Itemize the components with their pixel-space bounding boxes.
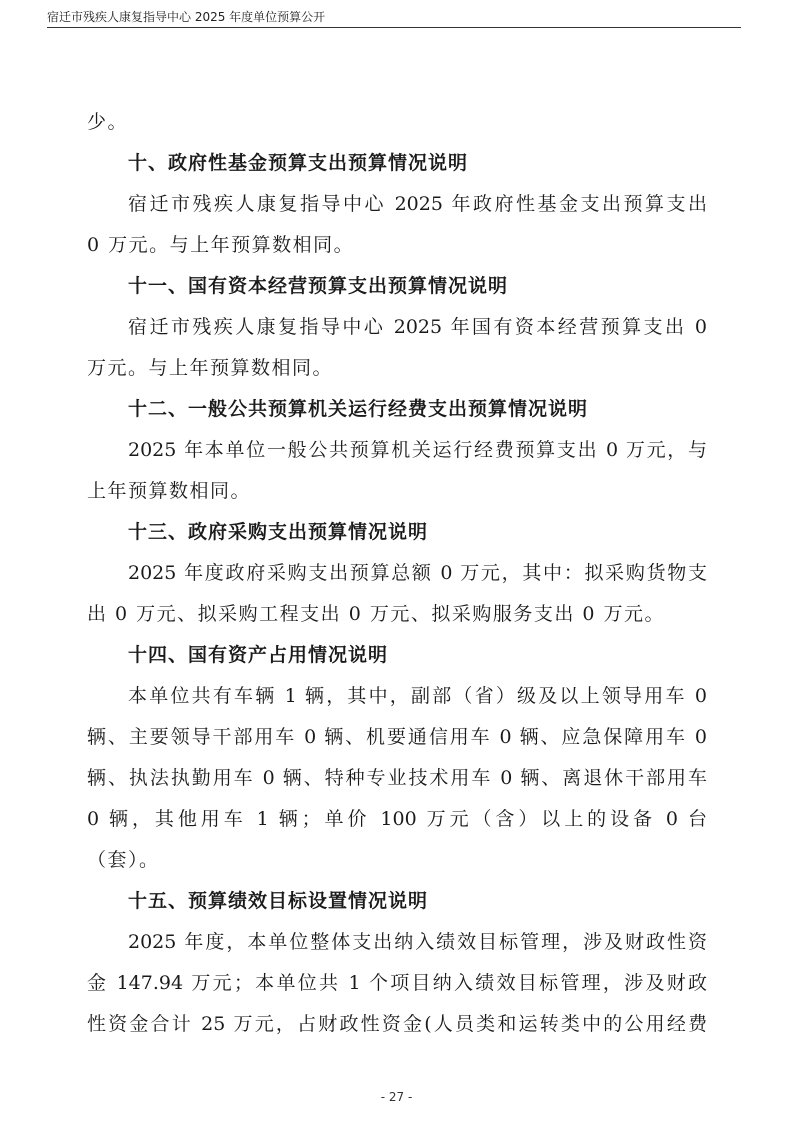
paragraph-line: 0 辆，其他用车 1 辆；单价 100 万元（含）以上的设备 0 台	[87, 808, 707, 830]
paragraph-line: 金 147.94 万元；本单位共 1 个项目纳入绩效目标管理，涉及财政	[87, 972, 707, 994]
section-heading: 十三、政府采购支出预算情况说明	[128, 521, 429, 543]
page-number: - 27 -	[380, 1090, 413, 1104]
header-rule	[47, 27, 741, 28]
paragraph-line: 出 0 万元、拟采购工程支出 0 万元、拟采购服务支出 0 万元。	[87, 603, 666, 625]
running-header: 宿迁市残疾人康复指导中心 2025 年度单位预算公开	[47, 10, 326, 24]
paragraph-line: 本单位共有车辆 1 辆，其中，副部（省）级及以上领导用车 0	[128, 685, 707, 707]
paragraph-line: 2025 年度政府采购支出预算总额 0 万元，其中：拟采购货物支	[128, 562, 707, 584]
paragraph-line: 0 万元。与上年预算数相同。	[87, 234, 355, 256]
paragraph-line: 2025 年本单位一般公共预算机关运行经费预算支出 0 万元，与	[128, 439, 707, 461]
section-heading: 十二、一般公共预算机关运行经费支出预算情况说明	[128, 398, 589, 420]
paragraph-line: 性资金合计 25 万元，占财政性资金(人员类和运转类中的公用经费	[87, 1013, 707, 1035]
section-heading: 十五、预算绩效目标设置情况说明	[128, 890, 429, 912]
paragraph-line: 万元。与上年预算数相同。	[87, 357, 334, 379]
section-heading: 十、政府性基金预算支出预算情况说明	[128, 152, 469, 174]
paragraph-line: 辆、执法执勤用车 0 辆、特种专业技术用车 0 辆、离退休干部用车	[87, 767, 707, 789]
section-heading: 十一、国有资本经营预算支出预算情况说明	[128, 275, 509, 297]
paragraph-line: 少。	[87, 111, 129, 133]
document-body	[87, 102, 707, 1045]
paragraph-line: 辆、主要领导干部用车 0 辆、机要通信用车 0 辆、应急保障用车 0	[87, 726, 707, 748]
paragraph-line: 宿迁市残疾人康复指导中心 2025 年政府性基金支出预算支出	[128, 193, 707, 215]
section-heading: 十四、国有资产占用情况说明	[128, 644, 389, 666]
paragraph-line: 上年预算数相同。	[87, 480, 252, 502]
paragraph-line: （套）。	[87, 849, 160, 871]
paragraph-line: 宿迁市残疾人康复指导中心 2025 年国有资本经营预算支出 0	[128, 316, 707, 338]
paragraph-line: 2025 年度，本单位整体支出纳入绩效目标管理，涉及财政性资	[128, 931, 707, 953]
